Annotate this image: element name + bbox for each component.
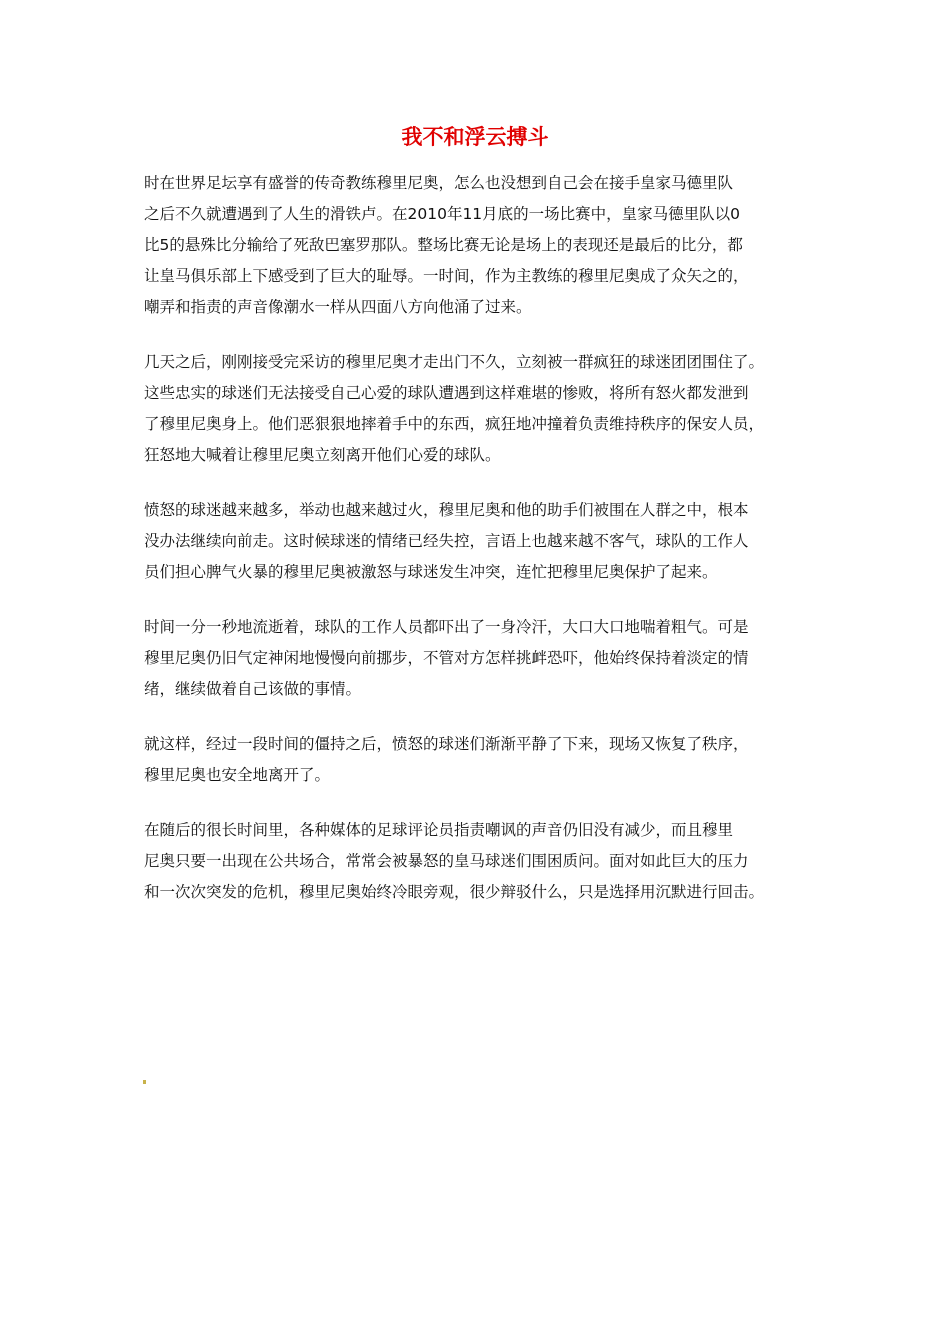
paragraph-5 [144,729,824,791]
text-line: 穆里尼奥仍旧气定神闲地慢慢向前挪步，不管对方怎样挑衅恐吓，他始终保持着淡定的情 [144,649,749,667]
text-line: 几天之后，刚刚接受完采访的穆里尼奥才走出门不久，立刻被一群疯狂的球迷团团围住了。 [144,353,765,371]
paragraph-2 [144,347,824,471]
text-line: 没办法继续向前走。这时候球迷的情绪已经失控，言语上也越来越不客气，球队的工作人 [144,532,749,550]
text-line: 和一次次突发的危机，穆里尼奥始终冷眼旁观，很少辩驳什么，只是选择用沉默进行回击。 [144,883,765,901]
text-line: 尼奥只要一出现在公共场合，常常会被暴怒的皇马球迷们围困质问。面对如此巨大的压力 [144,852,749,870]
text-line: 就这样，经过一段时间的僵持之后，愤怒的球迷们渐渐平静了下来，现场又恢复了秩序， [144,735,749,753]
text-line: 时在世界足坛享有盛誉的传奇教练穆里尼奥，怎么也没想到自己会在接手皇家马德里队 [144,174,734,192]
paragraph-4 [144,612,824,705]
text-line: 狂怒地大喊着让穆里尼奥立刻离开他们心爱的球队。 [144,446,501,464]
text-line: 在随后的很长时间里，各种媒体的足球评论员指责嘲讽的声音仍旧没有减少，而且穆里 [144,821,734,839]
paragraph-3 [144,495,824,588]
paragraph-1 [144,168,824,323]
document-title: 我不和浮云搏斗 [401,125,549,149]
stray-mark [143,1080,146,1084]
text-line: 时间一分一秒地流逝着，球队的工作人员都吓出了一身冷汗，大口大口地喘着粗气。可是 [144,618,749,636]
text-line: 了穆里尼奥身上。他们恶狠狠地摔着手中的东西，疯狂地冲撞着负责维持秩序的保安人员， [144,415,765,433]
text-line: 这些忠实的球迷们无法接受自己心爱的球队遭遇到这样难堪的惨败，将所有怒火都发泄到 [144,384,749,402]
text-line: 愤怒的球迷越来越多，举动也越来越过火，穆里尼奥和他的助手们被围在人群之中，根本 [144,501,749,519]
text-line: 员们担心脾气火暴的穆里尼奥被激怒与球迷发生冲突，连忙把穆里尼奥保护了起来。 [144,563,718,581]
document-body [144,168,824,932]
paragraph-6 [144,815,824,908]
text-line: 绪，继续做着自己该做的事情。 [144,680,362,698]
text-line: 嘲弄和指责的声音像潮水一样从四面八方向他涌了过来。 [144,298,532,316]
text-line: 让皇马俱乐部上下感受到了巨大的耻辱。一时间，作为主教练的穆里尼奥成了众矢之的， [144,267,749,285]
text-line: 穆里尼奥也安全地离开了。 [144,766,331,784]
text-line: 之后不久就遭遇到了人生的滑铁卢。在2010年11月底的一场比赛中，皇家马德里队以0 [144,205,741,223]
text-line: 比5的悬殊比分输给了死敌巴塞罗那队。整场比赛无论是场上的表现还是最后的比分，都 [144,236,743,254]
